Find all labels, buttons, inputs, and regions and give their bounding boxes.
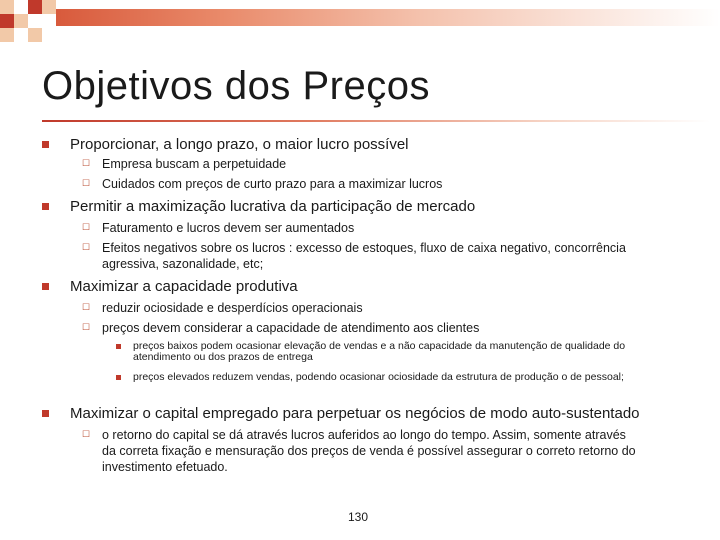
hollow-square-bullet-icon: ☐ (82, 178, 91, 188)
sub-bullet-text: o retorno do capital se dá através lucros auferidos ao longo do tempo. Assim, somente através da correta fixação e mensuração dos preços de venda é possível assegurar o correto retorno do investimento efetuado. (102, 428, 636, 474)
square-bullet-icon (42, 141, 49, 148)
square-bullet-icon (42, 283, 49, 290)
decor-square (0, 28, 14, 42)
hollow-square-bullet-icon: ☐ (82, 302, 91, 312)
bullet-text: Permitir a maximização lucrativa da participação de mercado (70, 198, 476, 215)
sub-sub-bullet-text: preços elevados reduzem vendas, podendo ocasionar ociosidade da estrutura de produção o de pessoal; (133, 371, 624, 383)
sub-bullet-text: Efeitos negativos sobre os lucros : excesso de estoques, fluxo de caixa negativo, concorrência agressiva, sazonalidade, etc; (102, 241, 626, 271)
sub-bullet-text: preços devem considerar a capacidade de atendimento aos clientes (102, 321, 480, 335)
decor-square (0, 14, 14, 28)
square-bullet-icon (42, 203, 49, 210)
bullet-text: Maximizar o capital empregado para perpetuar os negócios de modo auto-sustentado (70, 405, 640, 422)
sub-bullet-text: Faturamento e lucros devem ser aumentados (102, 221, 355, 235)
title-underline (42, 120, 710, 122)
decor-square (42, 0, 56, 14)
header-gradient-bar (56, 9, 720, 26)
decor-square (14, 14, 28, 28)
square-bullet-icon (116, 344, 121, 349)
hollow-square-bullet-icon: ☐ (82, 429, 91, 439)
square-bullet-icon (42, 410, 49, 417)
sub-bullet-text: Cuidados com preços de curto prazo para a maximizar lucros (102, 177, 443, 191)
hollow-square-bullet-icon: ☐ (82, 222, 91, 232)
page-number: 130 (348, 510, 369, 524)
hollow-square-bullet-icon: ☐ (82, 242, 91, 252)
sub-bullet-text: Empresa buscam a perpetuidade (102, 157, 287, 171)
bullet-text: Proporcionar, a longo prazo, o maior lucro possível (70, 136, 409, 153)
decor-square (0, 0, 14, 14)
hollow-square-bullet-icon: ☐ (82, 158, 91, 168)
sub-bullet-text: reduzir ociosidade e desperdícios operacionais (102, 301, 363, 315)
decor-square (28, 28, 42, 42)
square-bullet-icon (116, 375, 121, 380)
hollow-square-bullet-icon: ☐ (82, 322, 91, 332)
bullet-text: Maximizar a capacidade produtiva (70, 278, 298, 295)
slide-title: Objetivos dos Preços (42, 64, 430, 108)
sub-sub-bullet-text: preços baixos podem ocasionar elevação de vendas e a não capacidade da manutenção de qualidade do atendimento ou dos prazos de entrega (133, 340, 626, 363)
decor-square (28, 0, 42, 14)
